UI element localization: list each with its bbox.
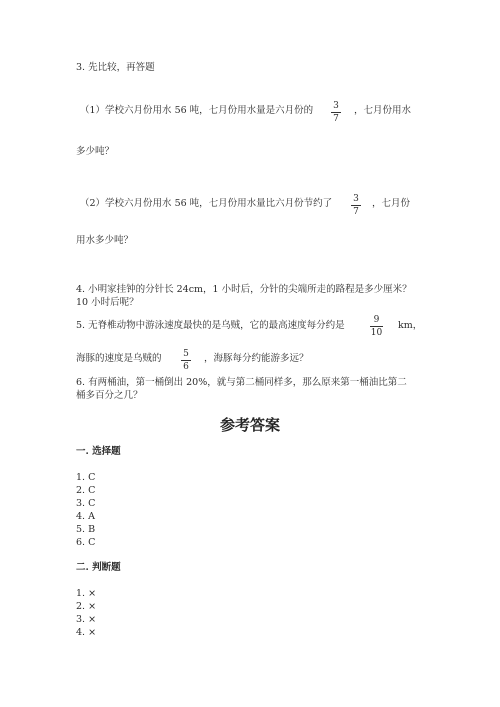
fraction-numerator: 5	[183, 349, 189, 359]
q3-part2-fraction	[351, 194, 361, 217]
list-item: 3. C	[76, 498, 96, 509]
q5-unit: km，	[398, 320, 423, 331]
list-item: 1. C	[76, 472, 96, 483]
list-item: 3. ×	[76, 614, 97, 625]
fraction-bar	[351, 205, 361, 206]
fraction-numerator: 3	[333, 101, 339, 111]
answer-choice-list	[76, 471, 95, 549]
q5-ratio-fraction	[181, 349, 191, 372]
fraction-denominator: 10	[370, 328, 383, 338]
list-item: 5. B	[76, 524, 96, 535]
q3-part1-fraction	[331, 101, 341, 124]
list-item: 2. C	[76, 485, 96, 496]
q5-text-line2: 海豚的速度是乌贼的	[76, 353, 162, 364]
list-item: 4. ×	[76, 627, 97, 638]
list-item: 4. A	[76, 511, 95, 522]
fraction-denominator: 6	[183, 362, 189, 372]
fraction-bar	[370, 326, 383, 327]
fraction-denominator: 7	[333, 114, 339, 124]
fraction-bar	[181, 360, 191, 361]
fraction-denominator: 7	[353, 207, 359, 217]
q3-part2-question: 用水多少吨？	[76, 235, 134, 246]
q3-part2-text-cont: ，七月份	[372, 198, 411, 209]
fraction-numerator: 9	[373, 315, 380, 325]
fraction-numerator: 3	[353, 194, 359, 204]
list-item: 1. ×	[76, 588, 97, 599]
section-judge-heading: 二. 判断题	[76, 562, 121, 573]
q5-question: ，海豚每分约能游多远？	[204, 353, 309, 364]
q3-part1-question: 多少吨？	[76, 146, 115, 157]
q3-heading: 3. 先比较，再答题	[76, 62, 155, 73]
q3-part1-text: （1）学校六月份用水 56 吨，七月份用水量是六月份的	[80, 105, 314, 116]
list-item: 6. C	[76, 537, 96, 548]
section-choice-heading: 一. 选择题	[76, 446, 121, 457]
q5-speed-fraction	[370, 315, 383, 338]
q3-part1-text-cont: ，七月份用水	[354, 105, 412, 116]
list-item: 2. ×	[76, 601, 97, 612]
q4-line2: 10 小时后呢？	[76, 297, 139, 308]
answer-title: 参考答案	[219, 416, 280, 434]
fraction-bar	[331, 112, 341, 113]
q6-line1: 6. 有两桶油，第一桶倒出 20%，就与第二桶同样多，那么原来第一桶油比第二	[76, 377, 407, 388]
q3-part2-text: （2）学校六月份用水 56 吨，七月份用水量比六月份节约了	[80, 198, 333, 209]
q4-line1: 4. 小明家挂钟的分针长 24cm，1 小时后，分针的尖端所走的路程是多少厘米？	[76, 284, 412, 295]
answer-judge-list	[76, 587, 96, 639]
q5-text: 5. 无脊椎动物中游泳速度最快的是乌贼，它的最高速度每分约是	[76, 320, 345, 331]
q6-line2: 桶多百分之几？	[76, 390, 143, 401]
